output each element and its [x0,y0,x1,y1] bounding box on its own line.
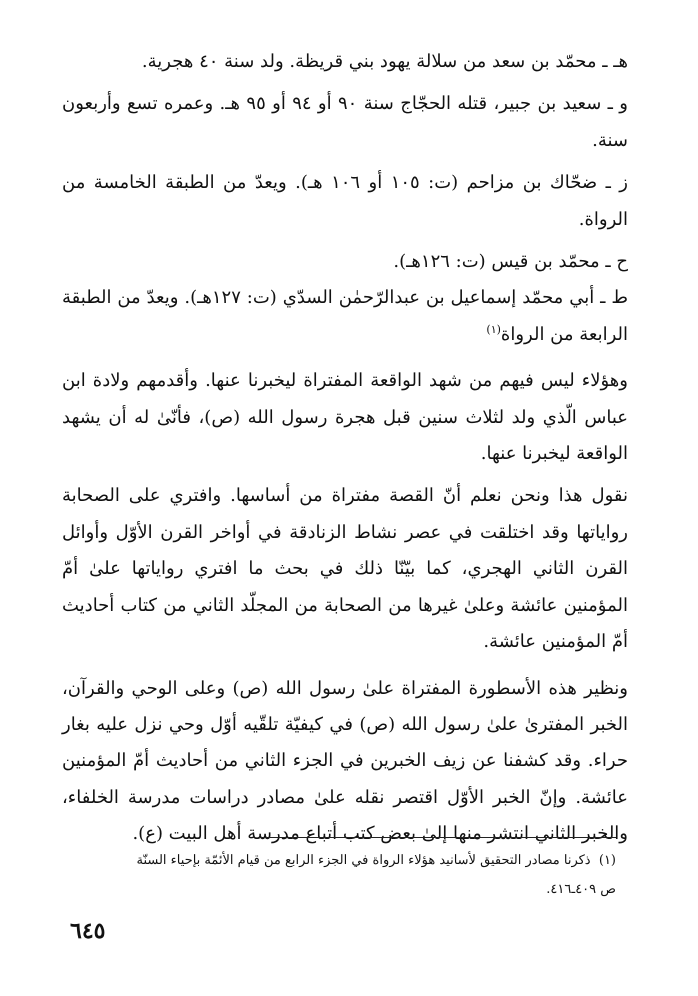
footnote-line-1 [80,846,616,875]
footnote-divider [258,837,616,838]
paragraph-similar-legend: ونظير هذه الأسطورة المفتراة علىٰ رسول الله (ص) وعلى الوحي والقرآن، الخبر المفترىٰ علىٰ رسول الله (ص) في كيفيّة تلقّيه أوّل وحي نزل عليه بغار حراء. وقد كشفنا عن زيف الخبرين في الجزء الثاني من أحاديث أمّ المؤمنين عائشة. وإنّ الخبر الأوّل اقتصر نقله علىٰ مصادر دراسات مدرسة الخلفاء، والخبر الثاني انتشر منها إلىٰ بعض كتب أتباع مدرسة أهل البيت (ع). [62,677,628,845]
paragraph-item-ta [62,280,628,353]
paragraph-narrators: وهؤلاء ليس فيهم من شهد الواقعة المفتراة ليخبرنا عنها. وأقدمهم ولادة ابن عباس الّذي ولد لثلاث سنين قبل هجرة رسول الله (ص)، فأنّىٰ له أن يشهد الواقعة ليخبرنا عنها. [62,370,628,465]
paragraph-item-he: هـ ـ محمّد بن سعد من سلالة يهود بني قريظة. ولد سنة ٤٠ هجرية. [141,51,628,72]
paragraph-item-ta-text: ط ـ أبي محمّد إسماعيل بن عبدالرّحمٰن السدّي (ت: ١٢٧هـ). ويعدّ من الطبقة الرابعة من الرواة [62,287,628,345]
page-number: ٦٤٥ [70,918,106,944]
footnote-marker: (١) [598,853,616,868]
footnote-line-2: ص ٤٠٩ـ٤١٦. [546,882,616,897]
footnote-reference[interactable]: (١) [486,322,501,336]
paragraph-fabrication: نقول هذا ونحن نعلم أنّ القصة مفتراة من أساسها. وافتري على الصحابة رواياتها وقد اختلقت في عصر نشاط الزنادقة في أواخر القرن الأوّل وأوائل القرن الثاني الهجري، كما بيّنّا ذلك في بحث ما افتري رواياتها علىٰ أمّ المؤمنين عائشة وعلىٰ غيرها من الصحابة من المجلّد الثاني من كتاب أحاديث أمّ المؤمنين عائشة. [62,485,628,653]
paragraph-item-waw: و ـ سعيد بن جبير، قتله الحجّاج سنة ٩٠ أو ٩٤ أو ٩٥ هـ. وعمره تسع وأربعون سنة. [62,93,628,151]
paragraph-item-zay: ز ـ ضحّاك بن مزاحم (ت: ١٠٥ أو ١٠٦ هـ). ويعدّ من الطبقة الخامسة من الرواة. [62,172,628,230]
paragraph-item-ha: ح ـ محمّد بن قيس (ت: ١٢٦هـ). [393,251,628,273]
footnotes-section [80,846,616,904]
main-text-body [62,44,628,853]
footnote-text: ذكرنا مصادر التحقيق لأسانيد هؤلاء الرواة في الجزء الرابع من قيام الأئمّة بإحياء السنّة [136,853,591,868]
